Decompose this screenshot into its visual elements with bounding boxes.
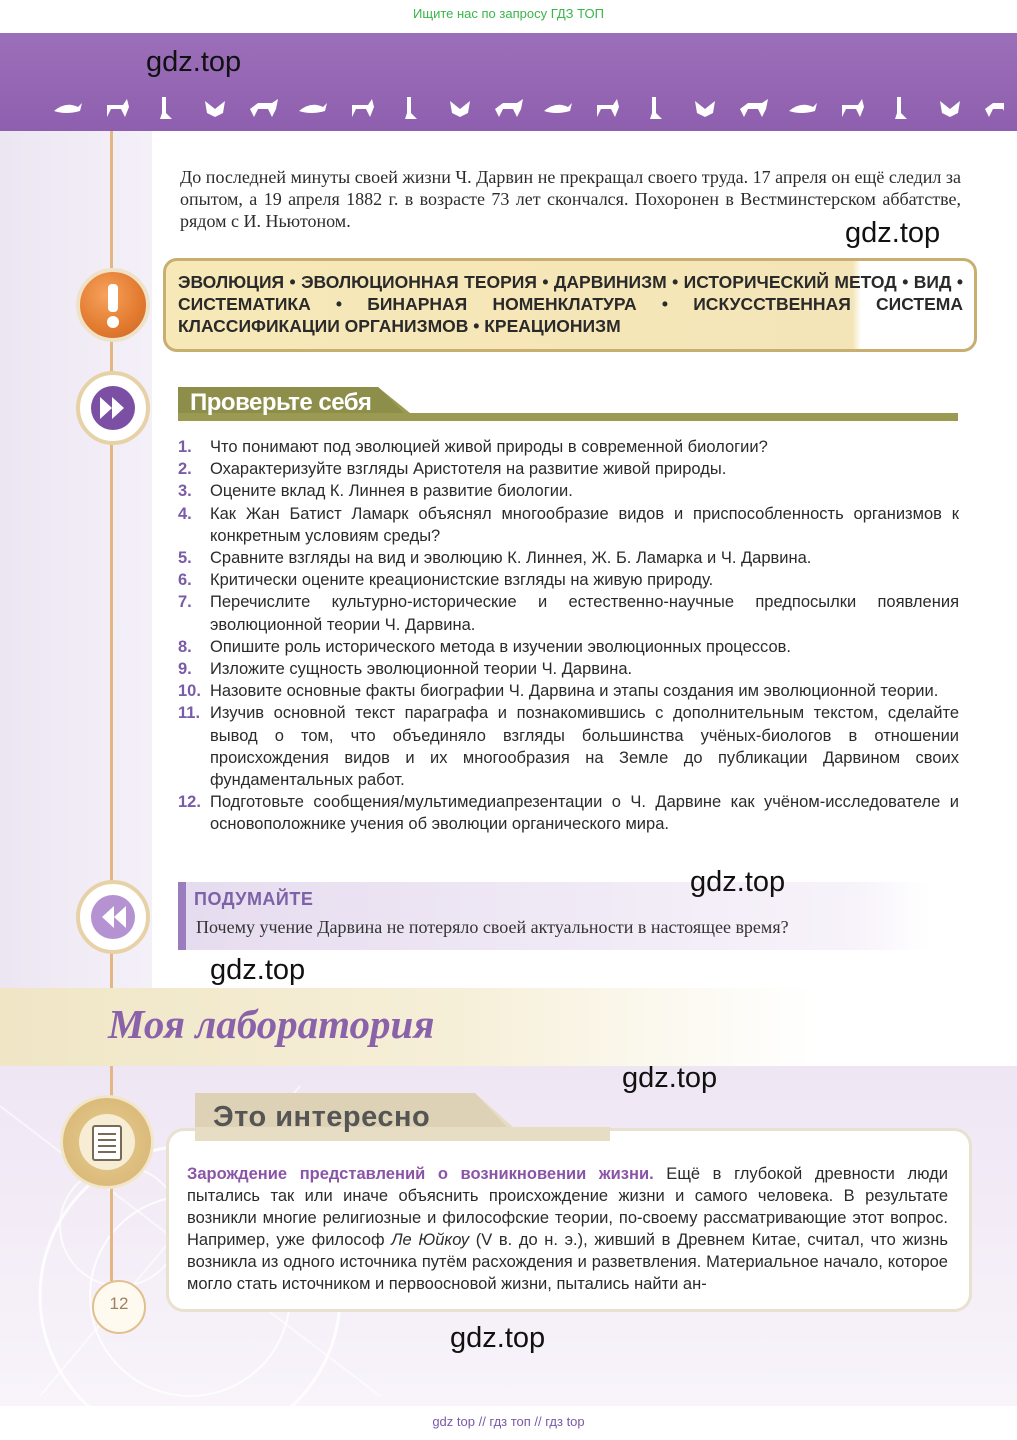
question-number: 1.	[178, 438, 192, 456]
think-question: Почему учение Дарвина не потеряло своей актуальности в настоящее время?	[196, 917, 789, 937]
question-item	[178, 480, 959, 502]
animal-silhouette-icon	[107, 99, 129, 117]
fast-forward-icon	[76, 371, 150, 445]
question-text: Что понимают под эволюцией живой природы в современной биологии?	[210, 438, 768, 456]
question-item	[178, 503, 959, 547]
question-item	[178, 702, 959, 791]
question-item	[178, 658, 959, 680]
question-text: Подготовьте сообщения/мультимедиапрезентации о Ч. Дарвине как учёном-исследователе и основоположнике учения об эволюции органического мира.	[210, 793, 959, 834]
animal-silhouette-icon	[495, 99, 523, 117]
watermark-1: gdz.top	[845, 217, 941, 249]
question-text: Как Жан Батист Ламарк объяснял многообразие видов и приспособленность организмов к конкретным условиям среды?	[210, 504, 959, 545]
watermark-2: gdz.top	[690, 866, 786, 898]
top-notice: Ищите нас по запросу ГДЗ ТОП	[413, 6, 604, 21]
animal-silhouettes-strip	[44, 95, 1004, 121]
animal-silhouette-icon	[405, 97, 417, 119]
document-icon	[60, 1095, 154, 1189]
watermark-5: gdz.top	[450, 1322, 546, 1354]
philosopher-name: Ле Юйкоу	[391, 1231, 470, 1249]
animal-silhouette-icon	[544, 103, 572, 113]
questions-list	[178, 436, 959, 836]
watermark-3: gdz.top	[210, 954, 306, 986]
question-number: 6.	[178, 571, 192, 590]
question-text: Опишите роль исторического метода в изучении эволюционных процессов.	[210, 637, 791, 656]
question-number: 2.	[178, 460, 192, 479]
watermark-header: gdz.top	[146, 46, 242, 78]
interest-lead: Зарождение представлений о возникновении жизни.	[187, 1165, 654, 1183]
question-text: Критически оцените креационистские взгляды на живую природу.	[210, 571, 714, 590]
interest-text-part2: (V в. до н. э.), живший в Древнем Китае, считал, что жизнь возникла из одного источника путём расхождения и разветвления. Материальное начало, которое могло стать источником и первоосновой жизни, пытались найти ан-	[187, 1231, 948, 1293]
animal-silhouette-icon	[789, 103, 817, 113]
exclamation-icon	[76, 268, 150, 342]
animal-silhouette-icon	[352, 99, 374, 117]
question-item	[178, 636, 959, 658]
question-number: 4.	[178, 504, 192, 523]
question-text: Изучив основной текст параграфа и познакомившись с дополнительным текстом, сделайте вывод о том, что объединяло взгляды большинства учёных-биологов в отношении происхождения видов и их многообразия на Земле до публикации Дарвином своих фундаментальных работ.	[210, 704, 959, 790]
animal-silhouette-icon	[250, 99, 278, 117]
interest-text-part1: Ещё в глубокой древности люди пытались так или иначе объяснить происхождение жизни и самого человека. В результате возникли многие религиозные и философские теории, по-своему рассматривающие этот вопрос. Например, уже философ	[187, 1165, 949, 1249]
animal-silhouette-icon	[450, 101, 470, 117]
lab-title: Моя лаборатория	[108, 1001, 435, 1047]
animal-silhouette-icon	[842, 99, 864, 117]
page-number: 12	[109, 1294, 129, 1313]
left-sidebar	[0, 131, 152, 991]
animal-silhouette-icon	[740, 99, 768, 117]
question-number: 10.	[178, 682, 201, 701]
question-text: Сравните взгляды на вид и эволюцию К. Линнея, Ж. Б. Ламарка и Ч. Дарвина.	[210, 549, 812, 568]
animal-silhouette-icon	[695, 101, 715, 117]
keywords-text: ЭВОЛЮЦИЯ • ЭВОЛЮЦИОННАЯ ТЕОРИЯ • ДАРВИНИЗМ • ИСТОРИЧЕСКИЙ МЕТОД • ВИД • СИСТЕМАТИКА • БИНАРНАЯ НОМЕНКЛАТУРА • ИСКУССТВЕННАЯ СИСТЕМА КЛАССИФИКАЦИИ ОРГАНИЗМОВ • КРЕАЦИОНИЗМ	[178, 272, 963, 336]
interest-text	[187, 1163, 948, 1295]
question-text: Назовите основные факты биографии Ч. Дарвина и этапы создания им эволюционной теории.	[210, 682, 939, 701]
question-item	[178, 458, 959, 480]
question-number: 9.	[178, 660, 192, 679]
question-item	[178, 680, 959, 702]
animal-silhouette-icon	[985, 99, 1004, 117]
question-number: 8.	[178, 637, 192, 656]
question-number: 12.	[178, 793, 201, 812]
animal-silhouette-icon	[54, 103, 82, 113]
question-item	[178, 547, 959, 569]
question-number: 3.	[178, 482, 192, 501]
animal-silhouette-icon	[650, 97, 662, 119]
rewind-icon	[76, 880, 150, 954]
think-title: ПОДУМАЙТЕ	[194, 889, 314, 909]
animal-silhouette-icon	[597, 99, 619, 117]
question-number: 5.	[178, 549, 192, 568]
animal-silhouette-icon	[160, 97, 172, 119]
question-item	[178, 569, 959, 591]
animal-silhouette-icon	[299, 103, 327, 113]
question-item	[178, 591, 959, 635]
question-item	[178, 436, 959, 458]
watermark-4: gdz.top	[622, 1062, 718, 1094]
question-text: Перечислите культурно-исторические и естественно-научные предпосылки появления эволюционной теории Ч. Дарвина.	[210, 593, 959, 634]
intro-paragraph: До последней минуты своей жизни Ч. Дарвин не прекращал своего труда. 17 апреля он ещё следил за опытом, а 19 апреля 1882 г. в возрасте 73 лет скончался. Похоронен в Вестминстерском аббатстве, рядом с И. Ньютоном.	[180, 167, 961, 231]
interest-title: Это интересно	[213, 1101, 431, 1133]
animal-silhouette-icon	[895, 97, 907, 119]
question-number: 7.	[178, 593, 192, 612]
question-number: 11.	[178, 704, 201, 723]
question-text: Изложите сущность эволюционной теории Ч. Дарвина.	[210, 660, 633, 679]
question-text: Охарактеризуйте взгляды Аристотеля на развитие живой природы.	[210, 460, 727, 479]
animal-silhouette-icon	[205, 101, 225, 117]
animal-silhouette-icon	[940, 101, 960, 117]
check-section-title: Проверьте себя	[190, 389, 372, 416]
question-item	[178, 791, 959, 835]
footer-links[interactable]: gdz top // гдз топ // гдз top	[432, 1414, 585, 1429]
question-text: Оцените вклад К. Линнея в развитие биологии.	[210, 482, 573, 501]
